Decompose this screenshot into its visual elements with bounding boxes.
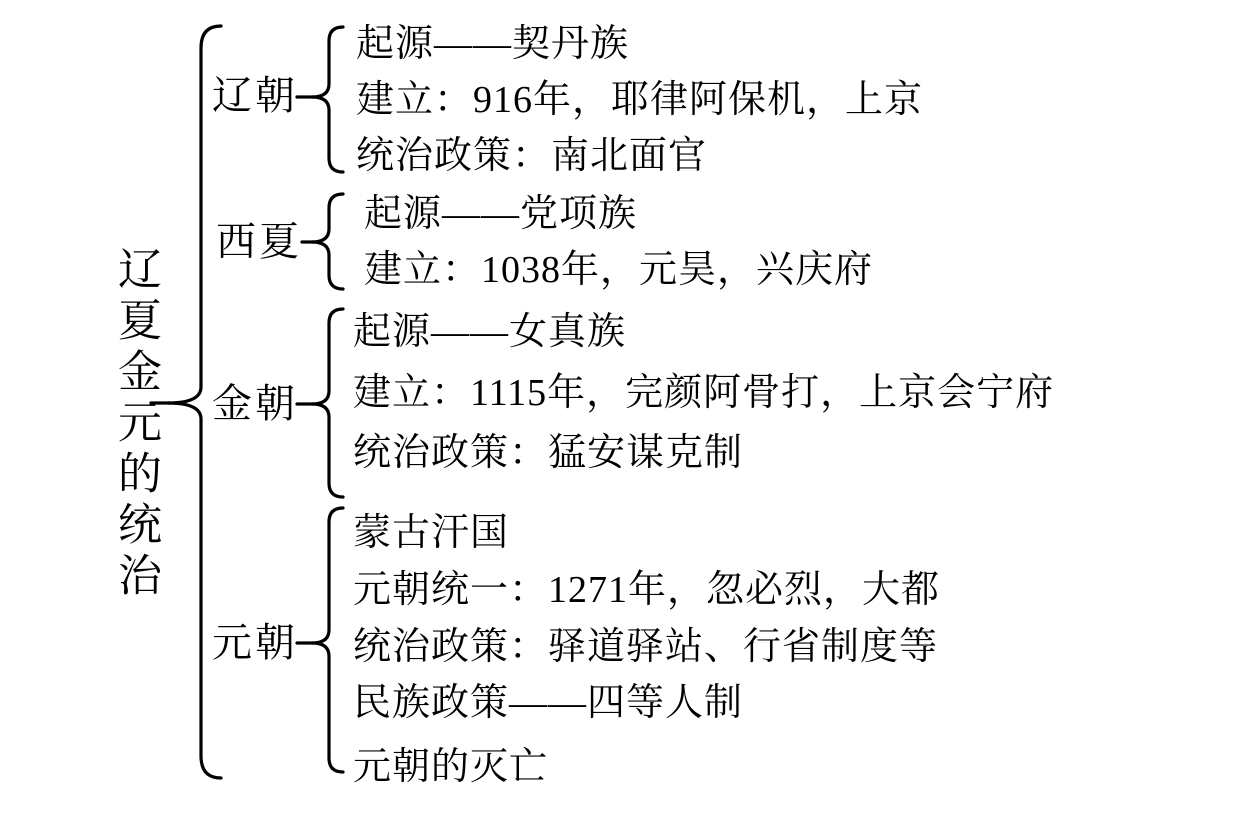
item-jin-origin: 起源——女真族 xyxy=(353,311,627,354)
item-yuan-unification: 元朝统一：1271年，忽必烈，大都 xyxy=(353,569,941,612)
liao-brace xyxy=(312,27,343,172)
item-jin-policy: 统治政策：猛安谋克制 xyxy=(353,432,744,475)
branch-label-liao: 辽朝 xyxy=(212,73,298,119)
item-jin-founding: 建立：1115年，完颜阿骨打，上京会宁府 xyxy=(353,372,1055,415)
item-xixia-founding: 建立：1038年，元昊，兴庆府 xyxy=(364,249,874,292)
item-liao-founding: 建立：916年，耶律阿保机，上京 xyxy=(356,79,924,122)
item-yuan-ethnic-policy: 民族政策——四等人制 xyxy=(353,682,744,725)
xixia-brace xyxy=(312,194,343,289)
yuan-brace xyxy=(312,508,343,772)
root-title: 辽夏金元的统治 xyxy=(111,246,160,603)
branch-label-xixia: 西夏 xyxy=(216,219,302,265)
jin-brace xyxy=(312,309,343,497)
item-yuan-khanate: 蒙古汗国 xyxy=(353,512,510,555)
item-liao-policy: 统治政策：南北面官 xyxy=(356,135,708,178)
item-yuan-policy: 统治政策：驿道驿站、行省制度等 xyxy=(353,626,939,669)
item-xixia-origin: 起源——党项族 xyxy=(364,193,638,236)
item-liao-origin: 起源——契丹族 xyxy=(356,23,630,66)
item-yuan-fall: 元朝的灭亡 xyxy=(353,746,549,789)
branch-label-jin: 金朝 xyxy=(212,381,298,427)
branch-label-yuan: 元朝 xyxy=(212,620,298,666)
